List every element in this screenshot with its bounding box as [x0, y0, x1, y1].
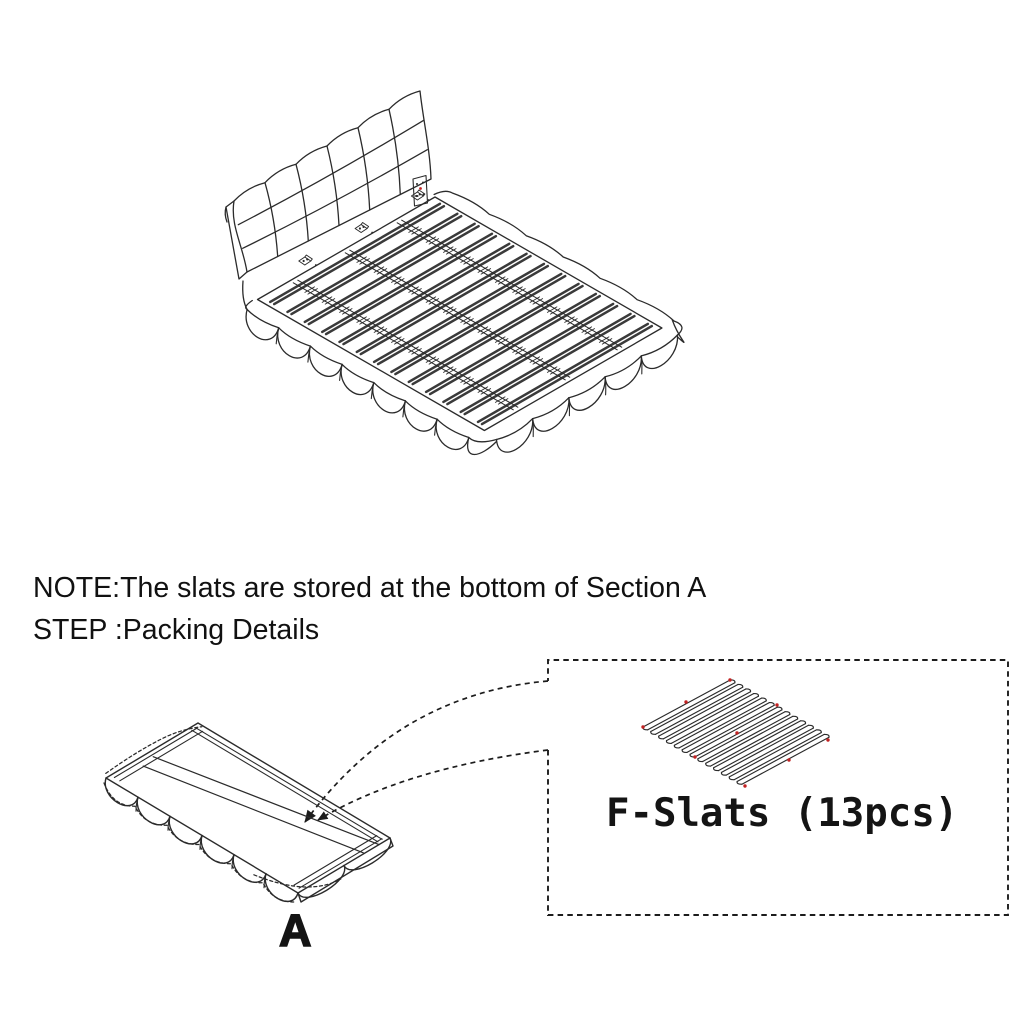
section-a-illustration [104, 723, 393, 902]
bed-frame-illustration [225, 91, 684, 455]
slat-stack-illustration [641, 678, 829, 787]
f-slats-label: F-Slats (13pcs) [606, 791, 959, 836]
note-text: NOTE:The slats are stored at the bottom of Section A [33, 572, 707, 604]
step-text: STEP :Packing Details [33, 614, 320, 646]
section-a-label: A [279, 905, 312, 956]
packing-detail-box [548, 660, 1008, 915]
leader-arrows [305, 681, 548, 822]
